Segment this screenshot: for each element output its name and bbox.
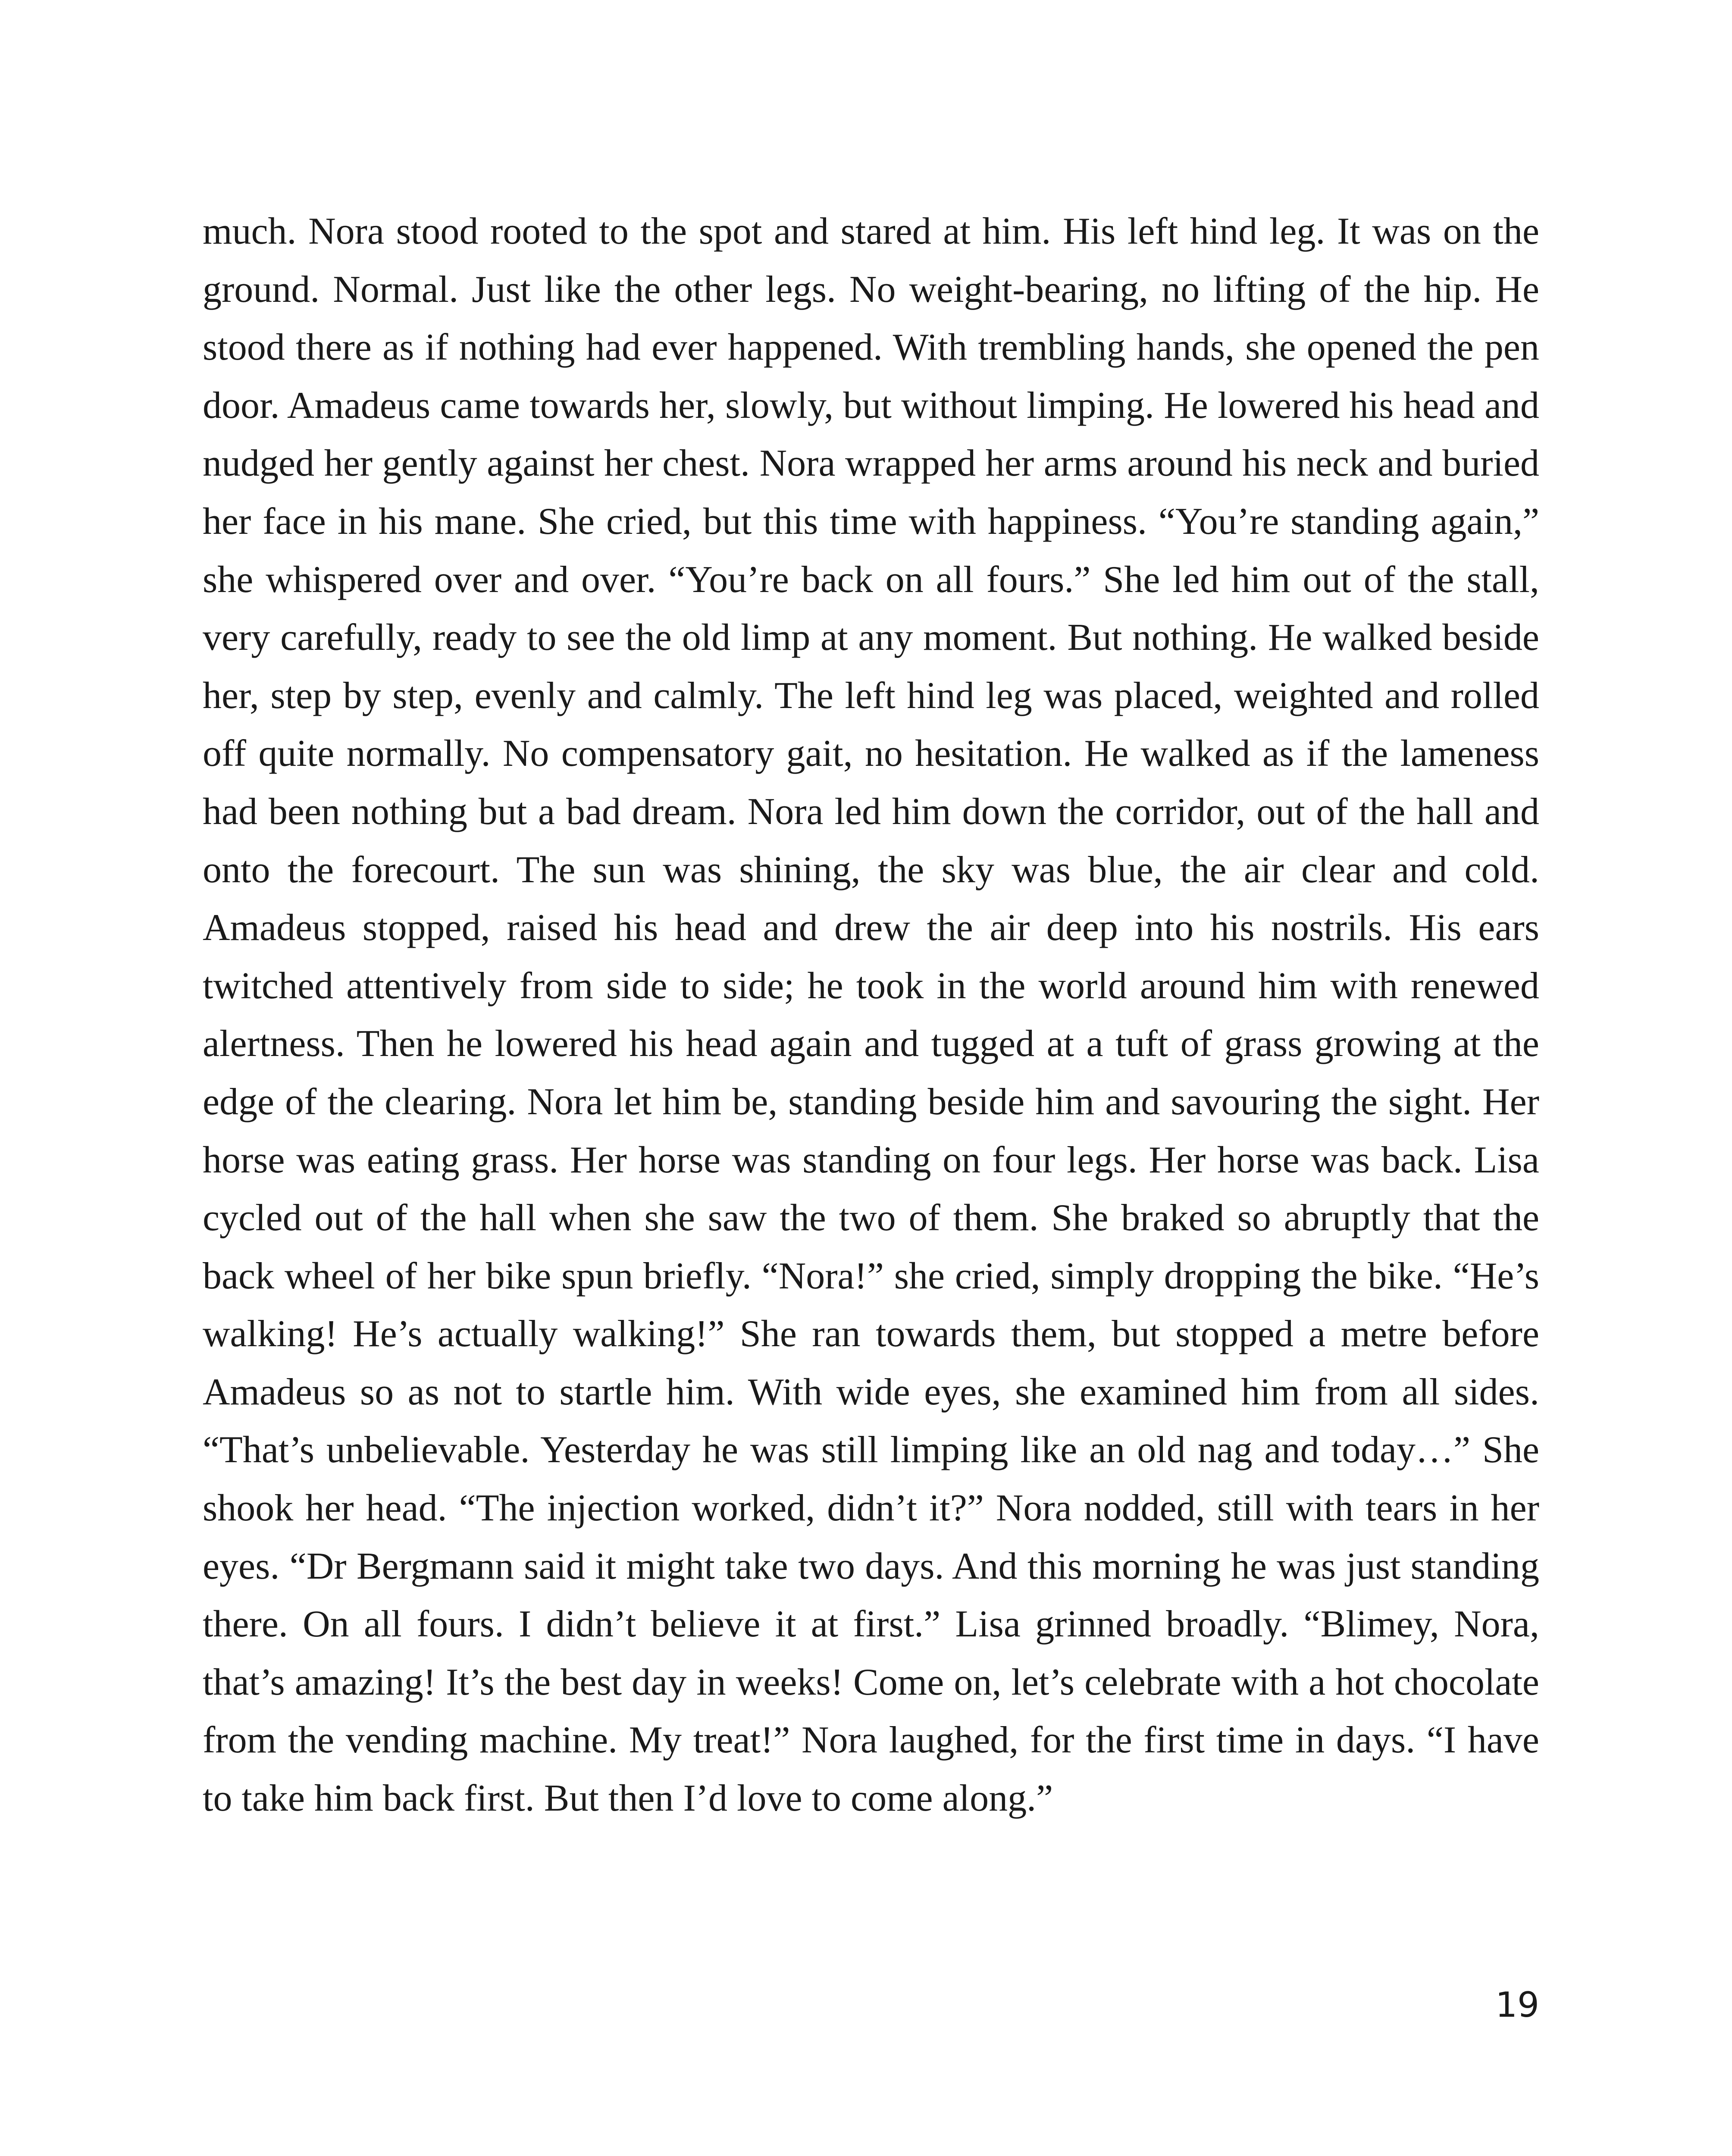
page-number: 19 — [1495, 1985, 1539, 2025]
body-paragraph: much. Nora stood rooted to the spot and stared at him. His left hind leg. It was on the ground. Normal. Just like the other legs. No weight-bearing, no lifting of the hip. He stood there as if nothing had ever happened. With trembling hands, she opened the pen door. Amadeus came towards her, slowly, but without limping. He lowered his head and nudged her gently against her chest. Nora wrapped her arms around his neck and buried her face in his mane. She cried, but this time with happiness. “You’re standing again,” she whispered over and over. “You’re back on all fours.” She led him out of the stall, very carefully, ready to see the old limp at any moment. But nothing. He walked beside her, step by step, evenly and calmly. The left hind leg was placed, weighted and rolled off quite normally. No compensatory gait, no hesitation. He walked as if the lameness had been nothing but a bad dream. Nora led him down the corridor, out of the hall and onto the forecourt. The sun was shining, the sky was blue, the air clear and cold. Amadeus stopped, raised his head and drew the air deep into his nostrils. His ears twitched attentively from side to side; he took in the world around him with renewed alertness. Then he lowered his head again and tugged at a tuft of grass growing at the edge of the clearing. Nora let him be, standing beside him and savouring the sight. Her horse was eating grass. Her horse was standing on four legs. Her horse was back. Lisa cycled out of the hall when she saw the two of them. She braked so abruptly that the back wheel of her bike spun briefly. “Nora!” she cried, simply dropping the bike. “He’s walking! He’s actually walking!” She ran towards them, but stopped a metre before Amadeus so as not to startle him. With wide eyes, she examined him from all sides. “That’s unbelievable. Yesterday he was still limping like an old nag and today…” She shook her head. “The injection worked, didn’t it?” Nora nodded, still with tears in her eyes. “Dr Bergmann said it might take two days. And this morning he was just standing there. On all fours. I didn’t believe it at first.” Lisa grinned broadly. “Blimey, Nora, that’s amazing! It’s the best day in weeks! Come on, let’s celebrate with a hot chocolate from the vending machine. My treat!” Nora laughed, for the first time in days. “I have to take him back first. But then I’d love to come along.” — [203, 210, 1539, 1820]
